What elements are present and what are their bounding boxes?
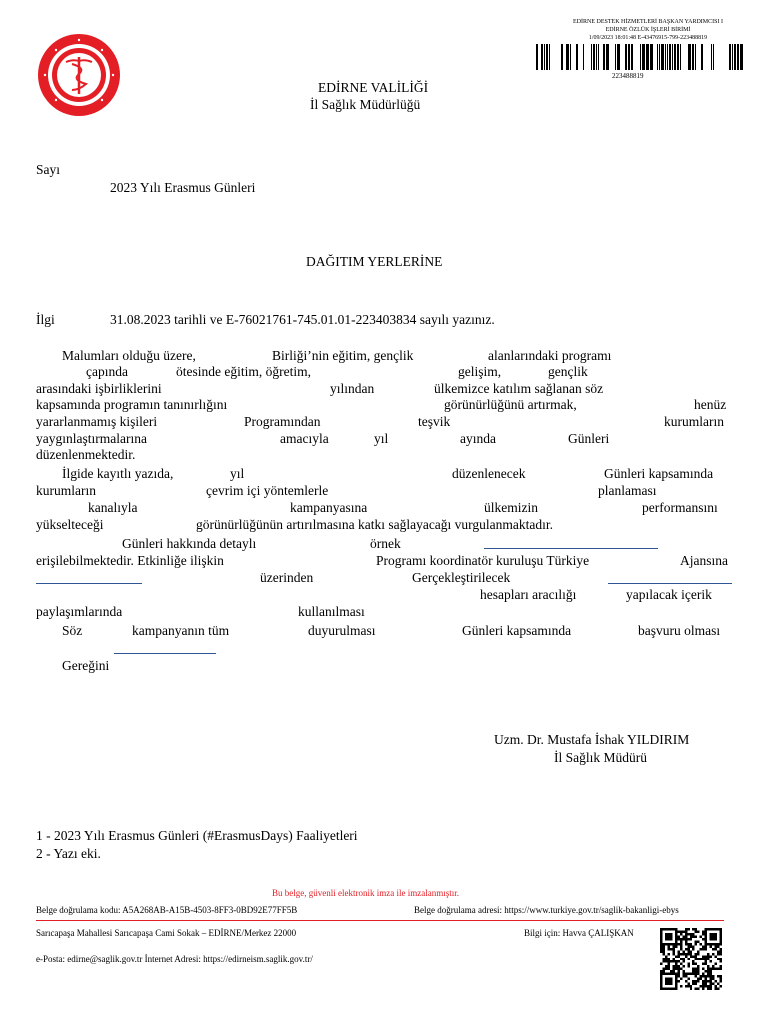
recipient: DAĞITIM YERLERİNE [306,254,443,269]
footer-divider [36,920,724,921]
p2-line2-b: çevrim içi yöntemlerle [206,483,329,498]
p3-line3-b: Gerçekleştirilecek [412,570,511,585]
p2-line3-b: kampanyasına [290,500,368,515]
barcode [536,44,746,70]
qr-code [660,928,722,990]
p1-line6-e: Günleri [568,431,610,446]
p2-line2-c: planlaması [598,483,657,498]
p2-line1-d: Günleri kapsamında [604,466,714,481]
p3-line2-b: Programı koordinatör kuruluşu Türkiye [376,553,590,568]
p1-line7: düzenlenmektedir. [36,447,136,462]
redacted-link-4[interactable] [114,653,216,654]
p3-line6-a: Söz [62,623,83,638]
p1-line6-c: yıl [374,431,389,446]
p3-line2-c: Ajansına [680,553,728,568]
p1-line1-c: alanlarındaki programı [488,348,612,363]
p2-line3-d: performansını [642,500,718,515]
p3-line3-a: üzerinden [260,570,314,585]
p1-line1-a: Malumları olduğu üzere, [62,348,196,363]
p1-line2-d: gençlik [548,364,588,379]
p1-line3-a: arasındaki işbirliklerini [36,381,162,396]
p1-line3-c: ülkemizce katılım sağlanan söz [434,381,604,396]
p3-line6-e: başvuru olması [638,623,721,638]
p1-line4-b: görünürlüğünü artırmak, [444,397,577,412]
p2-line3-c: ülkemizin [484,500,538,515]
konu-text: 2023 Yılı Erasmus Günleri [110,180,256,195]
verify-code: Belge doğrulama kodu: A5A268AB-A15B-4503-8FF3-0BD92E77FF5B [36,905,298,915]
p1-line1-b: Birliği’nin eğitim, gençlik [272,348,414,363]
p3-line6-c: duyurulması [308,623,376,638]
signer-name: Uzm. Dr. Mustafa İshak YILDIRIM [494,732,690,747]
p3-line6-d: Günleri kapsamında [462,623,572,638]
p1-line6-d: ayında [460,431,496,446]
redacted-link-2[interactable] [36,583,142,584]
p1-line3-b: yılından [330,381,375,396]
registry-stamp: EDİRNE DESTEK HİZMETLERİ BAŞKAN YARDIMCISI I EDİRNE ÖZLÜK İŞLERİ BİRİMİ 1/09/2023 18:01:48 E-43476915-799-223488819 [573,19,723,41]
redacted-link-3[interactable] [608,583,732,584]
p3-line5-b: kullanılması [298,604,365,619]
p1-line6-a: yaygınlaştırmalarına [36,431,147,446]
p1-line5-d: kurumların [664,414,724,429]
footer-contact[interactable]: e-Posta: edirne@saglik.gov.tr İnternet Adresi: https://edirneism.saglik.gov.tr/ [36,954,313,964]
p3-line5-a: paylaşımlarında [36,604,123,619]
p1-line4-c: henüz [694,397,727,412]
p1-line5-b: Programından [244,414,321,429]
p2-line3-a: kanalıyla [88,500,138,515]
p2-line4-a: yükselteceği [36,517,104,532]
barcode-number: 223488819 [612,72,644,80]
sayi-label: Sayı [36,162,61,177]
p1-line4-a: kapsamında programın tanınırlığını [36,397,228,412]
ministry-logo [36,32,122,118]
org-subtitle: İl Sağlık Müdürlüğü [310,97,421,112]
attachment-1: 1 - 2023 Yılı Erasmus Günleri (#ErasmusDays) Faaliyetleri [36,828,358,843]
p1-line6-b: amacıyla [280,431,329,446]
redacted-link-1[interactable] [484,548,658,549]
esign-note: Bu belge, güvenli elektronik imza ile imzalanmıştır. [272,888,459,898]
p2-line2-a: kurumların [36,483,96,498]
p2-line1-c: düzenlenecek [452,466,526,481]
info-contact: Bilgi için: Havva ÇALIŞKAN [524,928,634,938]
p1-line5-a: yararlanmamış kişileri [36,414,158,429]
p1-line5-c: teşvik [418,414,451,429]
p1-line2-b: ötesinde eğitim, öğretim, [176,364,311,379]
p1-line2-a: çapında [86,364,128,379]
p2-line4-b: görünürlüğünün artırılmasına katkı sağlayacağı vurgulanmaktadır. [196,517,554,532]
ilgi-text: 31.08.2023 tarihli ve E-76021761-745.01.01-223403834 sayılı yazınız. [110,312,495,327]
ilgi-label: İlgi [36,312,55,327]
p1-line2-c: gelişim, [458,364,502,379]
p3-line4-b: yapılacak içerik [626,587,712,602]
p3-line1-b: örnek [370,536,401,551]
attachment-2: 2 - Yazı eki. [36,846,101,861]
closing: Gereğini [62,658,110,673]
verify-address[interactable]: Belge doğrulama adresi: https://www.turkiye.gov.tr/saglik-bakanligi-ebys [414,905,679,915]
p3-line6-b: kampanyanın tüm [132,623,230,638]
p2-line1-b: yıl [230,466,245,481]
org-title: EDİRNE VALİLİĞİ [318,80,429,95]
footer-address: Sarıcapaşa Mahallesi Sarıcapaşa Cami Sokak – EDİRNE/Merkez 22000 [36,928,297,938]
p3-line1-a: Günleri hakkında detaylı [122,536,257,551]
p3-line4-a: hesapları aracılığı [480,587,577,602]
p2-line1-a: İlgide kayıtlı yazıda, [62,466,174,481]
signer-title: İl Sağlık Müdürü [554,750,647,765]
p3-line2-a: erişilebilmektedir. Etkinliğe ilişkin [36,553,224,568]
